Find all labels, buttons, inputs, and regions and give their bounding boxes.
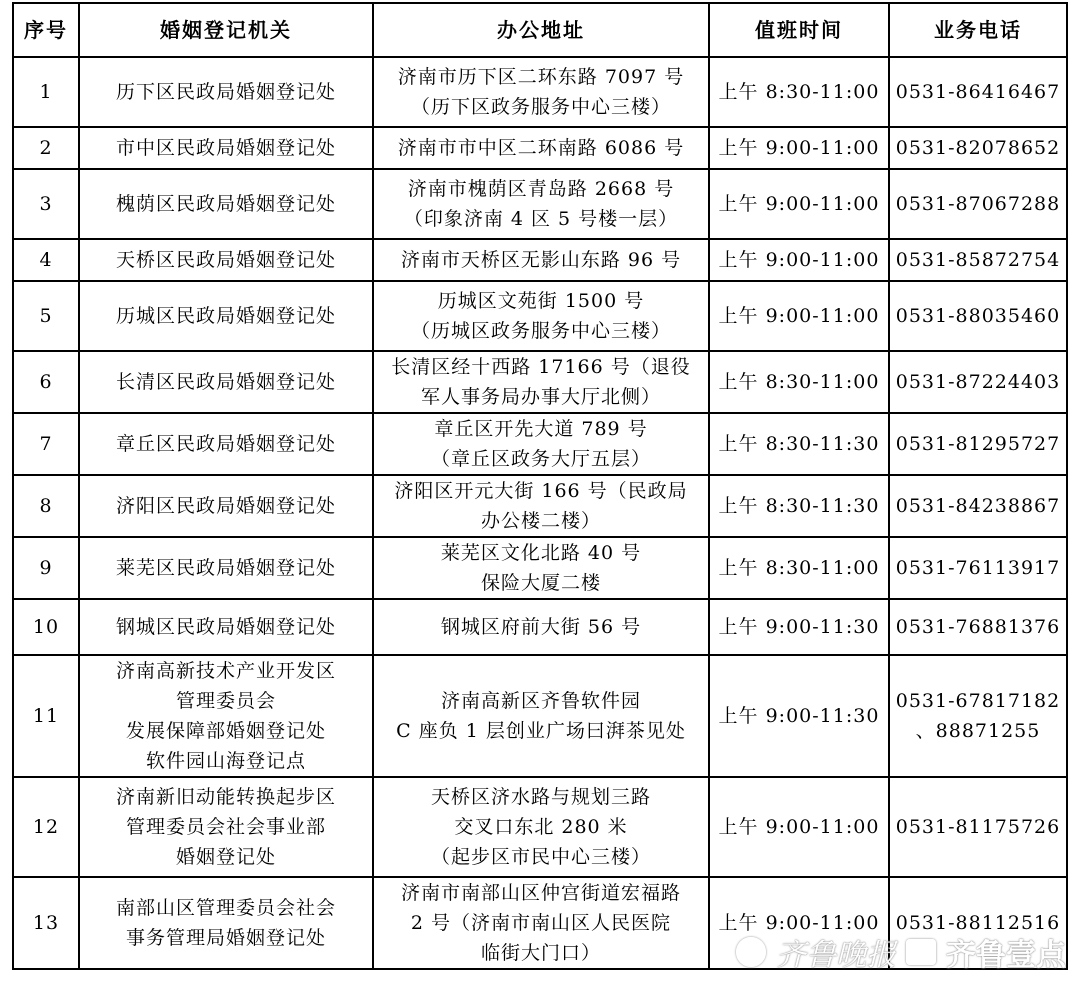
row-duty-hours: 上午 9:00-11:00 (709, 877, 889, 969)
row-serial-number: 3 (13, 169, 79, 239)
row-office-address (373, 537, 709, 599)
row-office-address-line: （印象济南 4 区 5 号楼一层） (403, 208, 679, 230)
row-office-name (79, 537, 373, 599)
row-office-address-line: 济南市历下区二环东路 7097 号 (397, 66, 685, 88)
table-header-row (13, 3, 1067, 57)
row-duty-hours: 上午 8:30-11:30 (709, 475, 889, 537)
watermark-left-text: 齐鲁晚报 (776, 938, 896, 973)
table-row (13, 169, 1067, 239)
table-row (13, 599, 1067, 655)
row-office-name (79, 169, 373, 239)
row-office-address-line: 保险大厦二楼 (480, 572, 601, 594)
row-office-address (373, 351, 709, 413)
table-body (13, 57, 1067, 969)
row-phone (889, 777, 1067, 877)
row-office-name (79, 777, 373, 877)
row-duty-hours: 上午 9:00-11:00 (709, 169, 889, 239)
row-phone-line: 0531-76113917 (895, 557, 1061, 579)
row-office-address-line: 济南高新区齐鲁软件园 (440, 690, 641, 712)
row-office-address-line: （历下区政务服务中心三楼） (410, 96, 671, 118)
row-office-name-line: 事务管理局婚姻登记处 (125, 927, 326, 949)
row-phone (889, 57, 1067, 127)
row-office-address-line: 济南市天桥区无影山东路 96 号 (400, 249, 682, 271)
table-row (13, 351, 1067, 413)
row-phone (889, 127, 1067, 169)
row-office-name-line: 槐荫区民政局婚姻登记处 (115, 193, 336, 215)
row-office-address-line: 长清区经十西路 17166 号（退役 (391, 356, 691, 378)
row-phone (889, 877, 1067, 969)
row-phone (889, 281, 1067, 351)
row-office-name-line: 市中区民政局婚姻登记处 (115, 137, 336, 159)
row-office-name (79, 239, 373, 281)
row-serial-number: 1 (13, 57, 79, 127)
row-office-address (373, 281, 709, 351)
header-registration-office: 婚姻登记机关 (79, 3, 373, 57)
row-phone (889, 413, 1067, 475)
table-row (13, 777, 1067, 877)
table-row (13, 57, 1067, 127)
table-row (13, 877, 1067, 969)
row-office-name (79, 655, 373, 777)
row-office-address-line: 济南市市中区二环南路 6086 号 (397, 137, 685, 159)
row-serial-number: 6 (13, 351, 79, 413)
row-duty-hours: 上午 9:00-11:00 (709, 127, 889, 169)
row-office-address-line: （历城区政务服务中心三楼） (410, 320, 671, 342)
header-business-phone: 业务电话 (889, 3, 1067, 57)
row-office-name (79, 599, 373, 655)
row-phone-line: 0531-86416467 (895, 81, 1061, 103)
row-duty-hours: 上午 9:00-11:30 (709, 655, 889, 777)
row-duty-hours: 上午 9:00-11:00 (709, 777, 889, 877)
row-phone-line: 0531-88035460 (895, 305, 1061, 327)
row-office-name-line: 管理委员会社会事业部 (125, 816, 326, 838)
row-office-address (373, 777, 709, 877)
row-serial-number: 8 (13, 475, 79, 537)
row-office-name (79, 281, 373, 351)
row-phone (889, 239, 1067, 281)
row-office-address (373, 877, 709, 969)
row-office-address-line: 天桥区济水路与规划三路 (430, 786, 651, 808)
row-serial-number: 10 (13, 599, 79, 655)
header-duty-hours: 值班时间 (709, 3, 889, 57)
row-office-name-line: 莱芜区民政局婚姻登记处 (115, 557, 336, 579)
row-phone (889, 655, 1067, 777)
row-phone (889, 475, 1067, 537)
row-office-name-line: 章丘区民政局婚姻登记处 (115, 433, 336, 455)
row-duty-hours: 上午 8:30-11:00 (709, 537, 889, 599)
row-phone-line: 0531-81295727 (895, 433, 1061, 455)
row-office-name (79, 877, 373, 969)
row-office-name-line: 南部山区管理委员会社会 (115, 897, 336, 919)
table-row (13, 127, 1067, 169)
row-office-name-line: 婚姻登记处 (175, 846, 276, 868)
row-office-name (79, 127, 373, 169)
row-phone (889, 599, 1067, 655)
row-office-name-line: 软件园山海登记点 (145, 750, 306, 772)
row-office-name-line: 管理委员会 (175, 690, 276, 712)
row-office-name-line: 济南新旧动能转换起步区 (115, 786, 336, 808)
row-serial-number: 11 (13, 655, 79, 777)
row-office-name (79, 413, 373, 475)
row-office-address (373, 599, 709, 655)
row-phone-line: 、88871255 (915, 720, 1041, 742)
row-office-name-line: 历城区民政局婚姻登记处 (115, 305, 336, 327)
row-serial-number: 5 (13, 281, 79, 351)
row-office-address-line: 莱芜区文化北路 40 号 (440, 542, 642, 564)
registration-office-table (12, 2, 1068, 970)
header-office-address: 办公地址 (373, 3, 709, 57)
row-phone (889, 351, 1067, 413)
row-office-name-line: 天桥区民政局婚姻登记处 (115, 249, 336, 271)
row-serial-number: 9 (13, 537, 79, 599)
row-phone-line: 0531-67817182 (895, 690, 1061, 712)
row-phone-line: 0531-81175726 (895, 816, 1061, 838)
row-phone-line: 0531-87224403 (895, 371, 1061, 393)
row-phone (889, 169, 1067, 239)
row-office-address-line: 章丘区开先大道 789 号 (434, 418, 648, 440)
row-phone-line: 0531-85872754 (895, 249, 1061, 271)
table-row (13, 281, 1067, 351)
row-office-address (373, 169, 709, 239)
row-phone (889, 537, 1067, 599)
row-phone-line: 0531-82078652 (895, 137, 1061, 159)
row-office-address (373, 475, 709, 537)
row-duty-hours: 上午 8:30-11:30 (709, 413, 889, 475)
row-duty-hours: 上午 9:00-11:00 (709, 239, 889, 281)
row-phone-line: 0531-87067288 (895, 193, 1061, 215)
watermark-right-text: 齐鲁壹点 (946, 938, 1066, 973)
row-office-address (373, 57, 709, 127)
row-office-name-line: 济阳区民政局婚姻登记处 (115, 495, 336, 517)
row-office-name-line: 发展保障部婚姻登记处 (125, 720, 326, 742)
row-serial-number: 2 (13, 127, 79, 169)
header-serial-number: 序号 (13, 3, 79, 57)
row-office-address-line: 军人事务局办事大厅北侧） (420, 386, 661, 408)
row-office-address-line: 历城区文苑街 1500 号 (437, 290, 645, 312)
row-serial-number: 4 (13, 239, 79, 281)
row-office-address-line: 钢城区府前大街 56 号 (440, 616, 642, 638)
row-office-address (373, 127, 709, 169)
row-office-address (373, 239, 709, 281)
table-row (13, 239, 1067, 281)
row-office-name (79, 475, 373, 537)
row-serial-number: 12 (13, 777, 79, 877)
row-duty-hours: 上午 9:00-11:00 (709, 281, 889, 351)
row-office-address-line: 济南市南部山区仲宫街道宏福路 (400, 882, 681, 904)
row-office-address-line: 临街大门口） (480, 942, 601, 964)
row-office-address-line: C 座负 1 层创业广场曰湃茶见处 (396, 720, 686, 742)
table-row (13, 655, 1067, 777)
row-serial-number: 13 (13, 877, 79, 969)
row-office-address-line: 办公楼二楼） (480, 510, 601, 532)
row-office-address-line: 交叉口东北 280 米 (454, 816, 628, 838)
row-office-address-line: （章丘区政务大厅五层） (430, 448, 651, 470)
table-row (13, 475, 1067, 537)
table-row (13, 537, 1067, 599)
table-row (13, 413, 1067, 475)
row-phone-line: 0531-84238867 (895, 495, 1061, 517)
row-office-address-line: 济阳区开元大街 166 号（民政局 (394, 480, 688, 502)
row-office-name (79, 57, 373, 127)
row-serial-number: 7 (13, 413, 79, 475)
row-office-name-line: 钢城区民政局婚姻登记处 (115, 616, 336, 638)
row-phone-line: 0531-88112516 (895, 912, 1061, 934)
row-office-address (373, 413, 709, 475)
row-office-name-line: 历下区民政局婚姻登记处 (115, 81, 336, 103)
row-office-address-line: （起步区市民中心三楼） (430, 846, 651, 868)
row-phone-line: 0531-76881376 (895, 616, 1061, 638)
row-office-name-line: 济南高新技术产业开发区 (115, 660, 336, 682)
row-office-address-line: 2 号（济南市南山区人民医院 (410, 912, 672, 934)
row-duty-hours: 上午 8:30-11:00 (709, 57, 889, 127)
row-office-name (79, 351, 373, 413)
row-office-name-line: 长清区民政局婚姻登记处 (115, 371, 336, 393)
row-duty-hours: 上午 8:30-11:00 (709, 351, 889, 413)
row-office-address-line: 济南市槐荫区青岛路 2668 号 (407, 178, 675, 200)
row-office-address (373, 655, 709, 777)
row-duty-hours: 上午 9:00-11:30 (709, 599, 889, 655)
